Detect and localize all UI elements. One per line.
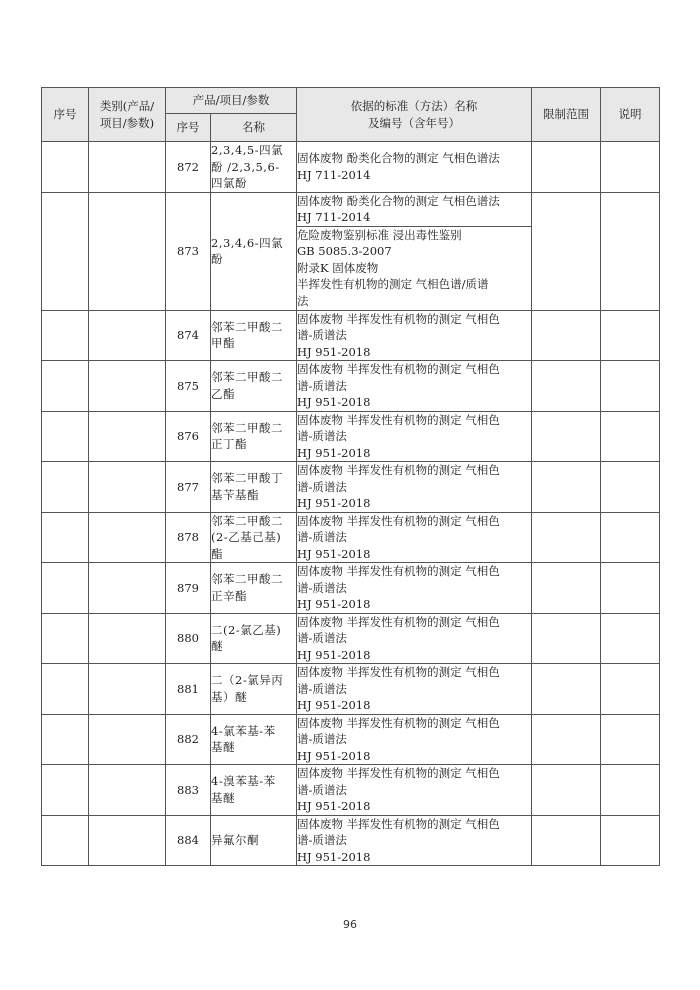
table-row bbox=[42, 310, 660, 361]
cell-item-name bbox=[211, 411, 297, 462]
standard-line: 固体废物 半挥发性有机物的测定 气相色 bbox=[297, 513, 500, 528]
cell-note bbox=[601, 512, 660, 563]
standard-line: 固体废物 酚类化合物的测定 气相色谱法 bbox=[297, 193, 500, 208]
standard-line: HJ 951-2018 bbox=[297, 698, 371, 712]
item-name-line: 邻苯二甲酸二 bbox=[211, 319, 283, 334]
item-name-line: 乙酯 bbox=[211, 386, 235, 401]
cell-seq bbox=[42, 765, 89, 816]
cell-item-name bbox=[211, 462, 297, 513]
cell-item-no: 879 bbox=[166, 563, 211, 614]
cell-item-no: 881 bbox=[166, 664, 211, 715]
cell-seq bbox=[42, 512, 89, 563]
table-body bbox=[42, 142, 660, 866]
header-sub-name: 名称 bbox=[211, 114, 297, 142]
cell-item-no: 877 bbox=[166, 462, 211, 513]
item-name-line: 二(2-氯乙基) bbox=[211, 622, 282, 637]
cell-standard bbox=[297, 361, 532, 412]
standard-line: 半挥发性有机物的测定 气相色谱/质谱 bbox=[297, 277, 489, 292]
standard-line: 固体废物 半挥发性有机物的测定 气相色 bbox=[297, 715, 500, 730]
standard-line: 谱-质谱法 bbox=[297, 479, 347, 494]
header-standard-line1: 依据的标准（方法）名称 bbox=[350, 99, 478, 113]
item-name-line: 基）醚 bbox=[211, 689, 247, 704]
cell-note bbox=[601, 563, 660, 614]
item-name-line: 邻苯二甲酸丁 bbox=[211, 471, 283, 486]
standard-line: HJ 951-2018 bbox=[297, 395, 371, 409]
cell-limit bbox=[532, 664, 601, 715]
cell-standard bbox=[297, 192, 532, 226]
standard-line: 固体废物 半挥发性有机物的测定 气相色 bbox=[297, 766, 500, 780]
cell-standard bbox=[297, 226, 532, 310]
standard-line: HJ 711-2014 bbox=[297, 167, 371, 182]
header-seq: 序号 bbox=[42, 88, 89, 142]
cell-item-no: 883 bbox=[166, 765, 211, 816]
table-row bbox=[42, 765, 660, 816]
header-category-line2: 项目/参数) bbox=[99, 115, 155, 130]
standard-line: 谱-质谱法 bbox=[297, 631, 347, 645]
table-row bbox=[42, 142, 660, 193]
header-limit: 限制范围 bbox=[532, 88, 601, 142]
header-standard bbox=[297, 88, 532, 142]
standard-line: HJ 951-2018 bbox=[297, 647, 371, 662]
cell-category bbox=[89, 411, 166, 462]
cell-seq bbox=[42, 462, 89, 513]
item-name-line: 四氯酚 bbox=[211, 176, 247, 190]
cell-category bbox=[89, 462, 166, 513]
cell-standard bbox=[297, 310, 532, 361]
cell-standard bbox=[297, 512, 532, 563]
table-row bbox=[42, 563, 660, 614]
cell-seq bbox=[42, 664, 89, 715]
cell-standard bbox=[297, 411, 532, 462]
standard-line: 谱-质谱法 bbox=[297, 328, 347, 342]
cell-note bbox=[601, 192, 660, 310]
header-note: 说明 bbox=[601, 88, 660, 142]
cell-category bbox=[89, 142, 166, 193]
cell-category bbox=[89, 765, 166, 816]
cell-limit bbox=[532, 192, 601, 310]
cell-item-no: 876 bbox=[166, 411, 211, 462]
cell-seq bbox=[42, 815, 89, 866]
cell-limit bbox=[532, 765, 601, 816]
item-name-line: 正丁酯 bbox=[211, 437, 247, 452]
item-name-line: 基苄基酯 bbox=[211, 487, 259, 502]
cell-item-no: 878 bbox=[166, 512, 211, 563]
cell-standard bbox=[297, 142, 532, 193]
cell-item-no: 873 bbox=[166, 192, 211, 310]
item-name-line: 邻苯二甲酸二 bbox=[211, 572, 283, 587]
standard-line: 谱-质谱法 bbox=[297, 378, 347, 393]
standard-line: 谱-质谱法 bbox=[297, 782, 347, 797]
cell-seq bbox=[42, 714, 89, 765]
cell-note bbox=[601, 714, 660, 765]
standard-line: 法 bbox=[297, 293, 309, 308]
cell-category bbox=[89, 664, 166, 715]
cell-seq bbox=[42, 142, 89, 193]
cell-category bbox=[89, 192, 166, 310]
standard-line: 谱-质谱法 bbox=[297, 833, 347, 847]
cell-standard bbox=[297, 815, 532, 866]
table-row bbox=[42, 664, 660, 715]
cell-seq bbox=[42, 613, 89, 664]
table-row bbox=[42, 411, 660, 462]
cell-item-name bbox=[211, 664, 297, 715]
standard-line: 谱-质谱法 bbox=[297, 681, 347, 696]
cell-standard bbox=[297, 664, 532, 715]
table-row bbox=[42, 361, 660, 412]
cell-limit bbox=[532, 714, 601, 765]
cell-limit bbox=[532, 142, 601, 193]
standard-line: 固体废物 半挥发性有机物的测定 气相色 bbox=[297, 614, 500, 629]
cell-note bbox=[601, 664, 660, 715]
standard-line: 谱-质谱法 bbox=[297, 530, 347, 544]
table-row bbox=[42, 192, 660, 226]
cell-limit bbox=[532, 512, 601, 563]
table-row bbox=[42, 714, 660, 765]
item-name-line: 2,3,4,5-四氯 bbox=[211, 143, 284, 157]
cell-item-no: 874 bbox=[166, 310, 211, 361]
cell-seq bbox=[42, 411, 89, 462]
cell-standard bbox=[297, 714, 532, 765]
cell-note bbox=[601, 411, 660, 462]
item-name-line: 基醚 bbox=[211, 740, 235, 755]
item-name-line: 异氟尔酮 bbox=[211, 833, 259, 847]
standard-line: 固体废物 半挥发性有机物的测定 气相色 bbox=[297, 412, 500, 427]
item-name-line: (2-乙基己基) bbox=[211, 530, 282, 544]
cell-standard bbox=[297, 563, 532, 614]
table-row bbox=[42, 815, 660, 866]
cell-category bbox=[89, 310, 166, 361]
cell-item-no: 872 bbox=[166, 142, 211, 193]
cell-item-name bbox=[211, 765, 297, 816]
cell-category bbox=[89, 815, 166, 866]
item-name-line: 甲酯 bbox=[211, 336, 235, 351]
cell-note bbox=[601, 361, 660, 412]
cell-limit bbox=[532, 462, 601, 513]
standard-line: HJ 951-2018 bbox=[297, 496, 371, 510]
standard-line: 谱-质谱法 bbox=[297, 429, 347, 443]
cell-standard bbox=[297, 462, 532, 513]
standard-line: HJ 951-2018 bbox=[297, 799, 371, 813]
item-name-line: 醚 bbox=[211, 639, 223, 654]
standard-line: 谱-质谱法 bbox=[297, 580, 347, 595]
table-row bbox=[42, 462, 660, 513]
cell-item-name bbox=[211, 815, 297, 866]
cell-limit bbox=[532, 361, 601, 412]
cell-item-name bbox=[211, 192, 297, 310]
cell-item-no: 875 bbox=[166, 361, 211, 412]
standard-line: 固体废物 酚类化合物的测定 气相色谱法 bbox=[297, 151, 500, 166]
cell-limit bbox=[532, 563, 601, 614]
standard-line: 固体废物 半挥发性有机物的测定 气相色 bbox=[297, 564, 500, 578]
item-name-line: 酯 bbox=[211, 546, 223, 561]
standard-line: HJ 951-2018 bbox=[297, 849, 371, 864]
cell-seq bbox=[42, 192, 89, 310]
page-number: 96 bbox=[343, 918, 357, 931]
cell-category bbox=[89, 613, 166, 664]
cell-item-no: 882 bbox=[166, 714, 211, 765]
standard-line: 危险废物鉴别标准 浸出毒性鉴别 bbox=[297, 227, 462, 242]
cell-note bbox=[601, 142, 660, 193]
standard-line: HJ 951-2018 bbox=[297, 748, 371, 763]
cell-standard bbox=[297, 613, 532, 664]
cell-seq bbox=[42, 563, 89, 614]
item-name-line: 基醚 bbox=[211, 790, 235, 805]
cell-category bbox=[89, 563, 166, 614]
standard-line: HJ 951-2018 bbox=[297, 546, 371, 561]
standard-line: 附录K 固体废物 bbox=[297, 260, 379, 275]
standard-line: HJ 951-2018 bbox=[297, 597, 371, 611]
cell-limit bbox=[532, 815, 601, 866]
cell-seq bbox=[42, 310, 89, 361]
cell-note bbox=[601, 613, 660, 664]
item-name-line: 酚 bbox=[211, 252, 223, 266]
cell-category bbox=[89, 361, 166, 412]
cell-category bbox=[89, 512, 166, 563]
standard-line: HJ 951-2018 bbox=[297, 445, 371, 460]
header-standard-line2: 及编号（含年号） bbox=[368, 115, 460, 130]
table-row bbox=[42, 512, 660, 563]
standard-line: 固体废物 半挥发性有机物的测定 气相色 bbox=[297, 463, 500, 477]
item-name-line: 正辛酯 bbox=[211, 588, 247, 603]
cell-item-name bbox=[211, 714, 297, 765]
cell-item-name bbox=[211, 361, 297, 412]
cell-limit bbox=[532, 411, 601, 462]
standard-line: HJ 951-2018 bbox=[297, 344, 371, 359]
header-category bbox=[89, 88, 166, 142]
cell-seq bbox=[42, 361, 89, 412]
cell-note bbox=[601, 765, 660, 816]
standard-line: GB 5085.3-2007 bbox=[297, 244, 392, 259]
item-name-line: 二（2-氯异丙 bbox=[211, 673, 284, 688]
table-row bbox=[42, 613, 660, 664]
cell-category bbox=[89, 714, 166, 765]
cell-note bbox=[601, 310, 660, 361]
header-category-line1: 类别(产品/ bbox=[99, 99, 155, 113]
header-sub-seq: 序号 bbox=[166, 114, 211, 142]
header-product-group: 产品/项目/参数 bbox=[166, 88, 297, 114]
standards-table bbox=[41, 87, 660, 866]
cell-item-name bbox=[211, 613, 297, 664]
item-name-line: 邻苯二甲酸二 bbox=[211, 513, 283, 528]
standard-line: 谱-质谱法 bbox=[297, 732, 347, 746]
cell-limit bbox=[532, 613, 601, 664]
cell-item-name bbox=[211, 142, 297, 193]
cell-item-name bbox=[211, 512, 297, 563]
standard-line: HJ 711-2014 bbox=[297, 210, 371, 224]
standard-line: 固体废物 半挥发性有机物的测定 气相色 bbox=[297, 311, 500, 326]
item-name-line: 邻苯二甲酸二 bbox=[211, 370, 283, 385]
cell-note bbox=[601, 462, 660, 513]
standard-line: 固体废物 半挥发性有机物的测定 气相色 bbox=[297, 816, 500, 831]
cell-note bbox=[601, 815, 660, 866]
cell-item-no: 880 bbox=[166, 613, 211, 664]
cell-limit bbox=[532, 310, 601, 361]
cell-standard bbox=[297, 765, 532, 816]
item-name-line: 4-溴苯基-苯 bbox=[211, 774, 276, 789]
cell-item-name bbox=[211, 563, 297, 614]
standard-line: 固体废物 半挥发性有机物的测定 气相色 bbox=[297, 665, 500, 679]
cell-item-name bbox=[211, 310, 297, 361]
item-name-line: 4-氯苯基-苯 bbox=[211, 723, 276, 738]
item-name-line: 邻苯二甲酸二 bbox=[211, 420, 283, 435]
item-name-line: 酚 /2,3,5,6- bbox=[211, 159, 280, 174]
standard-line: 固体废物 半挥发性有机物的测定 气相色 bbox=[297, 362, 500, 376]
cell-item-no: 884 bbox=[166, 815, 211, 866]
item-name-line: 2,3,4,6-四氯 bbox=[211, 235, 284, 250]
